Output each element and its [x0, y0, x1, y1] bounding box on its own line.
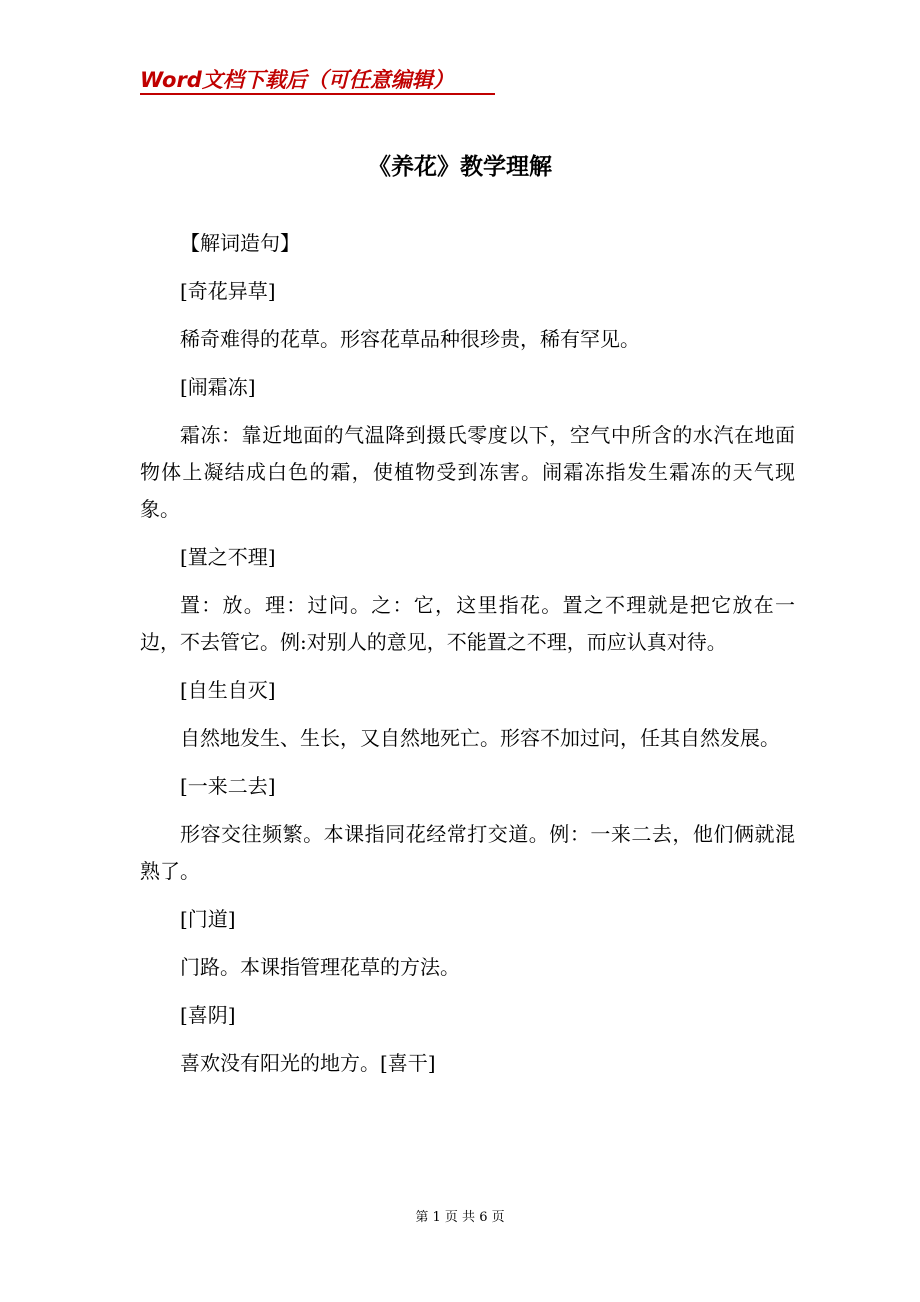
term-heading: [一来二去] — [180, 774, 276, 798]
term-definition: 置：放。理：过问。之：它，这里指花。置之不理就是把它放在一边，不去管它。例:对别人的意见，不能置之不理，而应认真对待。 — [140, 593, 795, 654]
section-heading: 【解词造句】 — [180, 231, 300, 255]
term-heading: [奇花异草] — [180, 279, 276, 303]
term-heading: [喜阴] — [180, 1003, 236, 1027]
document-header: Word文档下载后（可任意编辑） — [140, 68, 454, 92]
term-heading: [置之不理] — [180, 545, 276, 569]
term-heading: [门道] — [180, 907, 236, 931]
term-definition: 门路。本课指管理花草的方法。 — [180, 955, 460, 979]
document-body — [140, 225, 795, 1093]
header-underline — [140, 93, 495, 95]
term-definition: 稀奇难得的花草。形容花草品种很珍贵，稀有罕见。 — [180, 327, 640, 351]
term-definition: 自然地发生、生长，又自然地死亡。形容不加过问，任其自然发展。 — [180, 726, 780, 750]
term-heading: [闹霜冻] — [180, 375, 256, 399]
term-definition: 形容交往频繁。本课指同花经常打交道。例：一来二去，他们俩就混熟了。 — [140, 822, 795, 883]
term-definition: 霜冻：靠近地面的气温降到摄氏零度以下，空气中所含的水汽在地面物体上凝结成白色的霜，使植物受到冻害。闹霜冻指发生霜冻的天气现象。 — [140, 423, 795, 521]
page-footer: 第 1 页 共 6 页 — [415, 1210, 505, 1225]
term-definition: 喜欢没有阳光的地方。[喜干] — [180, 1051, 436, 1075]
document-title: 《养花》教学理解 — [368, 153, 552, 180]
term-heading: [自生自灭] — [180, 678, 276, 702]
